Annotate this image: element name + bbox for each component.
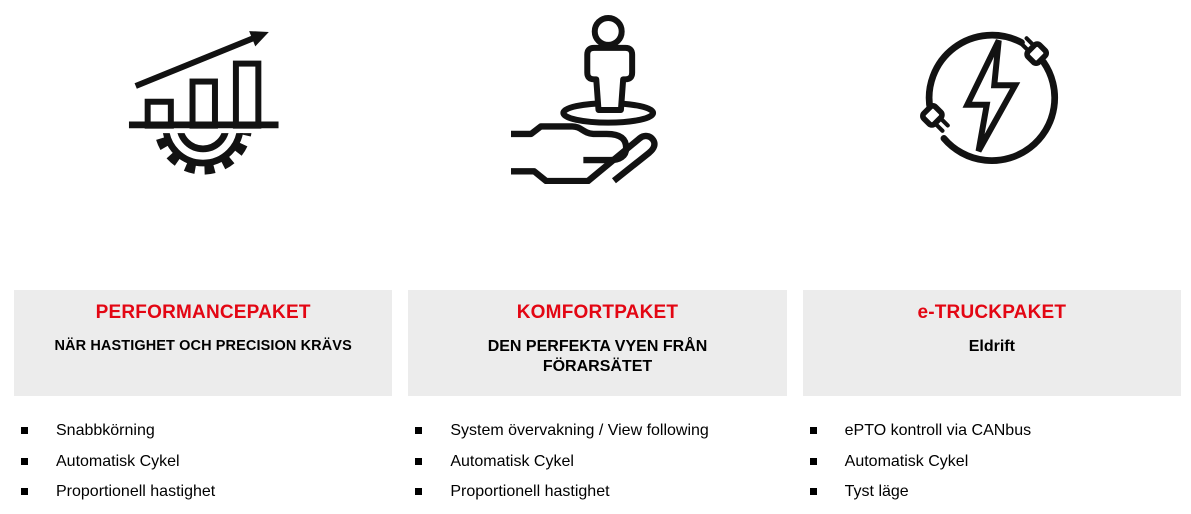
etruck-bullet-list	[803, 422, 1181, 514]
list-item	[415, 422, 786, 440]
list-item	[21, 483, 392, 501]
bullet-text: Proportionell hastighet	[56, 483, 216, 501]
performance-subtitle: NÄR HASTIGHET OCH PRECISION KRÄVS	[54, 338, 352, 354]
etruck-subtitle: Eldrift	[968, 338, 1015, 355]
electric-cord-lightning-bolt-icon	[906, 12, 1078, 184]
komfort-column	[408, 0, 786, 514]
list-item	[415, 483, 786, 501]
etruck-icon-area	[803, 0, 1181, 290]
list-item	[415, 453, 786, 471]
bullet-text: System övervakning / View following	[450, 422, 709, 439]
bullet-square-icon	[415, 488, 422, 495]
bullet-text: Tyst läge	[844, 483, 909, 501]
komfort-icon-area	[408, 0, 786, 290]
bullet-square-icon	[810, 427, 817, 434]
bullet-text: Automatisk Cykel	[56, 452, 180, 470]
bullet-text: Automatisk Cykel	[450, 452, 574, 470]
etruck-header-box	[803, 290, 1181, 396]
performance-title: PERFORMANCEPAKET	[95, 302, 311, 323]
hand-presenting-joystick-icon	[511, 12, 683, 184]
etruck-column	[803, 0, 1181, 514]
bullet-square-icon	[810, 488, 817, 495]
etruck-title: e-TRUCKPAKET	[917, 302, 1067, 323]
package-columns	[14, 0, 1181, 514]
growth-chart-gear-icon	[117, 12, 289, 184]
bullet-text: ePTO kontroll via CANbus	[844, 422, 1032, 439]
performance-bullet-list	[14, 422, 392, 514]
list-item	[810, 422, 1181, 440]
list-item	[810, 483, 1181, 501]
plug-bottom-left	[921, 104, 951, 134]
bullet-square-icon	[415, 458, 422, 465]
performance-column	[14, 0, 392, 514]
performance-header-box	[14, 290, 392, 396]
bullet-square-icon	[415, 427, 422, 434]
list-item	[21, 422, 392, 440]
bullet-text: Proportionell hastighet	[450, 483, 610, 501]
bullet-square-icon	[21, 427, 28, 434]
list-item	[21, 453, 392, 471]
komfort-subtitle: DEN PERFEKTA VYEN FRÅN FÖRARSÄTET	[487, 338, 708, 375]
bullet-square-icon	[21, 488, 28, 495]
komfort-title: KOMFORTPAKET	[516, 302, 679, 323]
komfort-header-box	[408, 290, 786, 396]
bullet-square-icon	[21, 458, 28, 465]
bullet-text: Snabbkörning	[56, 422, 155, 439]
bullet-text: Automatisk Cykel	[844, 452, 969, 470]
performance-icon-area	[14, 0, 392, 290]
komfort-bullet-list	[408, 422, 786, 514]
bullet-square-icon	[810, 458, 817, 465]
list-item	[810, 453, 1181, 471]
